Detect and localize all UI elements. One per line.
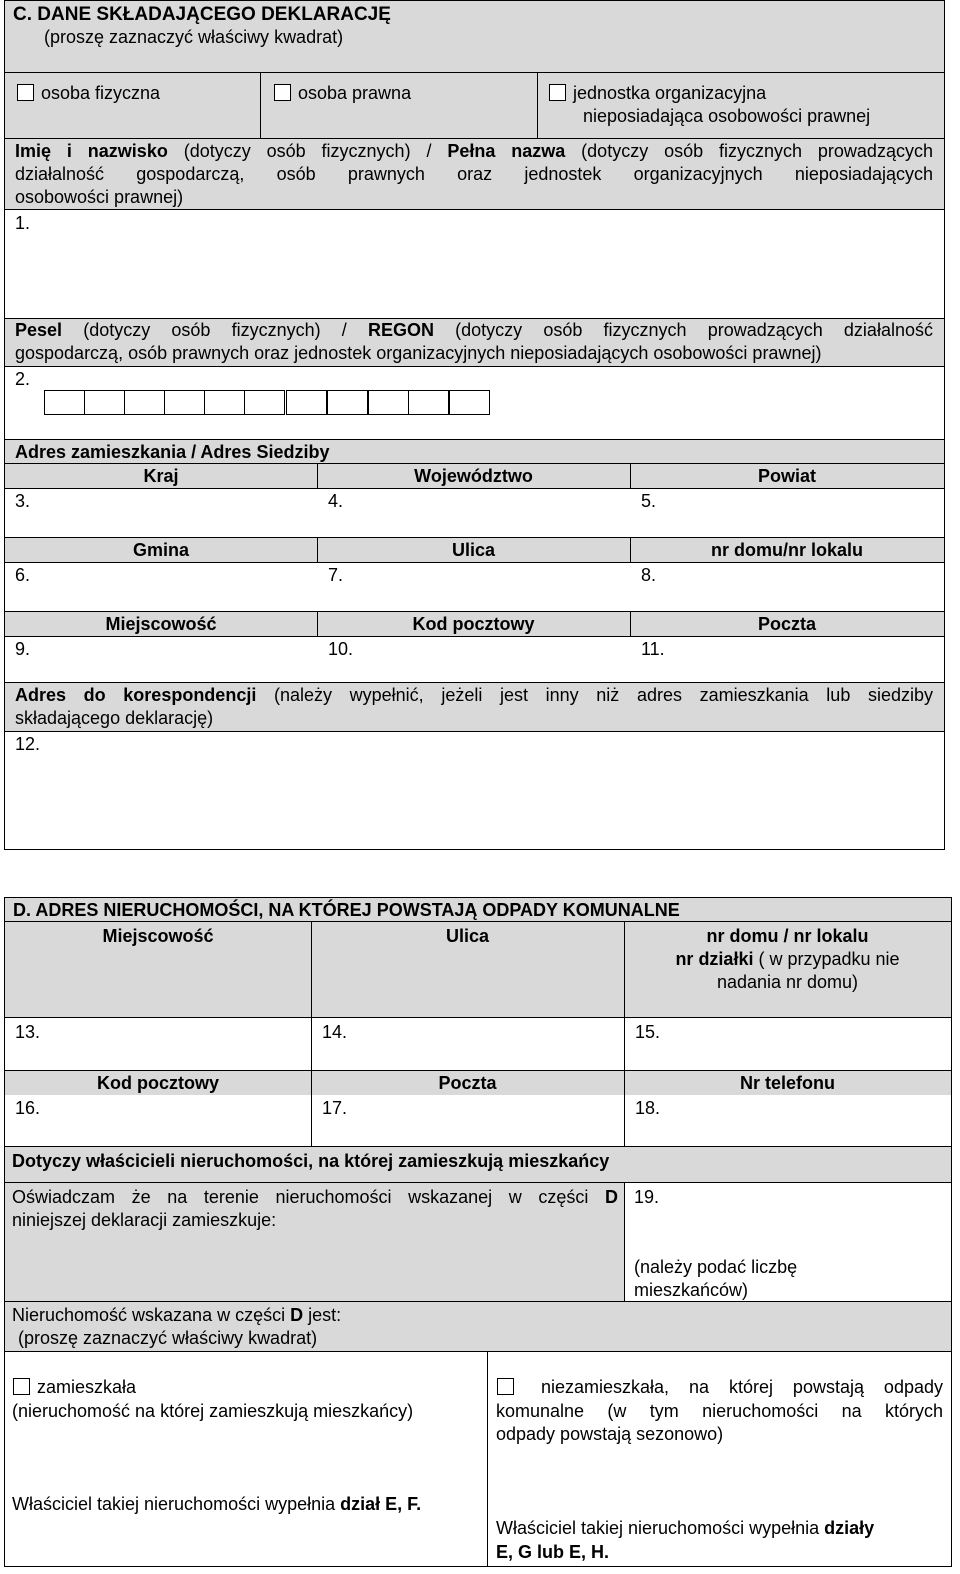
label-text: (dotyczy osób fizycznych) / [183, 141, 432, 161]
field-8-number: 8. [641, 565, 657, 585]
option-label: osoba fizyczna [41, 83, 161, 103]
divider [260, 73, 261, 139]
option-niezamieszkala-line3: odpady powstają sezonowo) [496, 1424, 724, 1444]
inhabited-owner-note [12, 1493, 421, 1516]
label-bold: Imię i nazwisko [15, 141, 168, 161]
header-kod-pocztowy: Kod pocztowy [412, 614, 535, 634]
field-5-number: 5. [641, 491, 657, 511]
field-6-number: 6. [15, 565, 31, 585]
label-text: Nieruchomość wskazana w części [12, 1305, 286, 1325]
address-title: Adres zamieszkania / Adres Siedziby [15, 442, 330, 462]
residents-hint-line1: (należy podać liczbę [634, 1257, 798, 1277]
divider [630, 464, 631, 489]
pesel-digit-cell[interactable] [164, 390, 205, 415]
label-bold: nr działki [675, 949, 754, 969]
divider [5, 463, 944, 464]
header-nr-dzialki-line3: nadania nr domu) [716, 972, 859, 992]
option-niezamieszkala[interactable] [497, 1376, 943, 1399]
header-miejscowosc: Miejscowość [105, 614, 217, 634]
field-10-number: 10. [328, 639, 354, 659]
header-kraj: Kraj [143, 466, 179, 486]
section-d-title: D. ADRES NIERUCHOMOŚCI, NA KTÓREJ POWSTAJĄ ODPADY KOMUNALNE [13, 900, 680, 920]
header-ulica: Ulica [451, 540, 496, 560]
option-label: niezamieszkała, na której powstają odpady [540, 1377, 943, 1397]
header-wojewodztwo: Województwo [414, 466, 533, 486]
field-9-number: 9. [15, 639, 31, 659]
field-18-number: 18. [635, 1098, 661, 1118]
label-text: (dotyczy osób fizycznych) / [83, 320, 347, 340]
field-19-number: 19. [634, 1187, 660, 1207]
pesel-digit-cell[interactable] [244, 390, 285, 415]
label-bold: Pełna nazwa [447, 141, 566, 161]
pesel-digit-cell[interactable] [449, 390, 490, 415]
divider [624, 1183, 625, 1301]
header-nr-domu: nr domu/nr lokalu [710, 540, 863, 560]
pesel-digit-cell[interactable] [44, 390, 85, 415]
option-jednostka[interactable] [549, 82, 766, 105]
pesel-digit-cell[interactable] [286, 390, 327, 415]
option-label: osoba prawna [298, 83, 412, 103]
field-4-number: 4. [328, 491, 344, 511]
option-zamieszkala[interactable] [13, 1376, 136, 1399]
pesel-digit-cell[interactable] [124, 390, 165, 415]
divider [317, 464, 318, 489]
declaration-line1 [12, 1186, 618, 1209]
name-label-line2: działalność gospodarczą, osób prawnych oraz jednostek organizacyjnych nieposiadających [15, 164, 933, 184]
label-bold: D [290, 1305, 304, 1325]
checkbox[interactable] [497, 1378, 514, 1395]
header-kod-pocztowy-d: Kod pocztowy [97, 1073, 219, 1093]
option-niezamieszkala-line2: komunalne (w tym nieruchomości na których [496, 1401, 943, 1421]
pesel-digit-cell[interactable] [408, 390, 449, 415]
header-gmina: Gmina [132, 540, 189, 560]
uninhabited-owner-note [496, 1517, 874, 1540]
option-jednostka-line2: nieposiadająca osobowości prawnej [583, 106, 871, 126]
uninhabited-owner-note-line2: E, G lub E, H. [496, 1542, 610, 1562]
label-bold: Adres do korespondencji [15, 685, 257, 705]
option-osoba-prawna[interactable] [274, 82, 411, 105]
pesel-label-line2: gospodarczą, osób prawnych oraz jednostek organizacyjnych nieposiadających osobowości prawnej) [15, 343, 822, 363]
divider [487, 1352, 488, 1566]
header-nr-dzialki [624, 948, 951, 971]
label-bold: Pesel [15, 320, 63, 340]
header-miejscowosc-d: Miejscowość [102, 926, 214, 946]
declaration-line2: niniejszej deklaracji zamieszkuje: [12, 1210, 277, 1230]
label-text: jest: [308, 1305, 342, 1325]
header-powiat: Powiat [757, 466, 816, 486]
section-c-subtitle: (proszę zaznaczyć właściwy kwadrat) [44, 27, 344, 47]
field-1-number: 1. [15, 213, 31, 233]
option-zamieszkala-desc: (nieruchomość na której zamieszkują mieszkańcy) [12, 1401, 414, 1421]
label-text: Oświadczam że na terenie nieruchomości wskazanej w części [12, 1187, 589, 1207]
option-label: jednostka organizacyjna [573, 83, 767, 103]
field-14-number: 14. [322, 1022, 348, 1042]
field-11-number: 11. [641, 639, 665, 659]
pesel-label-line1 [15, 319, 933, 342]
label-text: (należy wypełnić, jeżeli jest inny niż adres zamieszkania lub siedziby [273, 685, 933, 705]
pesel-digit-cell[interactable] [204, 390, 245, 415]
divider [630, 611, 631, 637]
divider [317, 611, 318, 637]
field-15-number: 15. [635, 1022, 661, 1042]
label-bold: D [605, 1187, 618, 1207]
label-bold: działy [824, 1518, 875, 1538]
header-poczta: Poczta [757, 614, 817, 634]
checkbox[interactable] [549, 84, 566, 101]
option-osoba-fizyczna[interactable] [17, 82, 160, 105]
checkbox[interactable] [13, 1378, 30, 1395]
correspondence-field[interactable] [5, 732, 944, 849]
pesel-digit-cell[interactable] [368, 390, 409, 415]
pesel-digit-cell[interactable] [327, 390, 368, 415]
section-c-title: C. DANE SKŁADAJĄCEGO DEKLARACJĘ [13, 4, 391, 25]
divider [317, 537, 318, 563]
label-text: Właściciel takiej nieruchomości wypełnia [12, 1494, 336, 1514]
name-label-line1 [15, 140, 933, 163]
field-12-number: 12. [15, 734, 41, 754]
divider [630, 537, 631, 563]
header-nr-telefonu: Nr telefonu [739, 1073, 835, 1093]
property-type-label [12, 1304, 341, 1327]
checkbox[interactable] [17, 84, 34, 101]
field-7-number: 7. [328, 565, 344, 585]
residents-hint-line2: mieszkańców) [634, 1280, 749, 1300]
label-bold: dział E, F. [340, 1494, 422, 1514]
field-2-number: 2. [15, 369, 31, 389]
label-text: (dotyczy osób fizycznych prowadzących [581, 141, 933, 161]
divider [537, 73, 538, 139]
header-nr-domu-d: nr domu / nr lokalu [706, 926, 869, 946]
option-label: zamieszkała [37, 1377, 137, 1397]
correspondence-label-line2: składającego deklarację) [15, 708, 214, 728]
header-ulica-d: Ulica [445, 926, 490, 946]
name-field[interactable] [5, 210, 944, 318]
divider [311, 922, 312, 1146]
header-poczta-d: Poczta [438, 1073, 497, 1093]
owners-title: Dotyczy właścicieli nieruchomości, na której zamieszkują mieszkańcy [12, 1151, 610, 1171]
pesel-digit-cell[interactable] [84, 390, 125, 415]
label-text: ( w przypadku nie [758, 949, 900, 969]
field-3-number: 3. [15, 491, 31, 511]
checkbox[interactable] [274, 84, 291, 101]
property-type-sub: (proszę zaznaczyć właściwy kwadrat) [18, 1328, 318, 1348]
label-text: (dotyczy osób fizycznych prowadzących działalność [455, 320, 933, 340]
label-bold: REGON [367, 320, 434, 340]
name-label-line3: osobowości prawnej) [15, 187, 184, 207]
correspondence-label-line1 [15, 684, 933, 707]
field-13-number: 13. [15, 1022, 41, 1042]
field-16-number: 16. [15, 1098, 41, 1118]
label-text: Właściciel takiej nieruchomości wypełnia [496, 1518, 820, 1538]
field-17-number: 17. [322, 1098, 348, 1118]
